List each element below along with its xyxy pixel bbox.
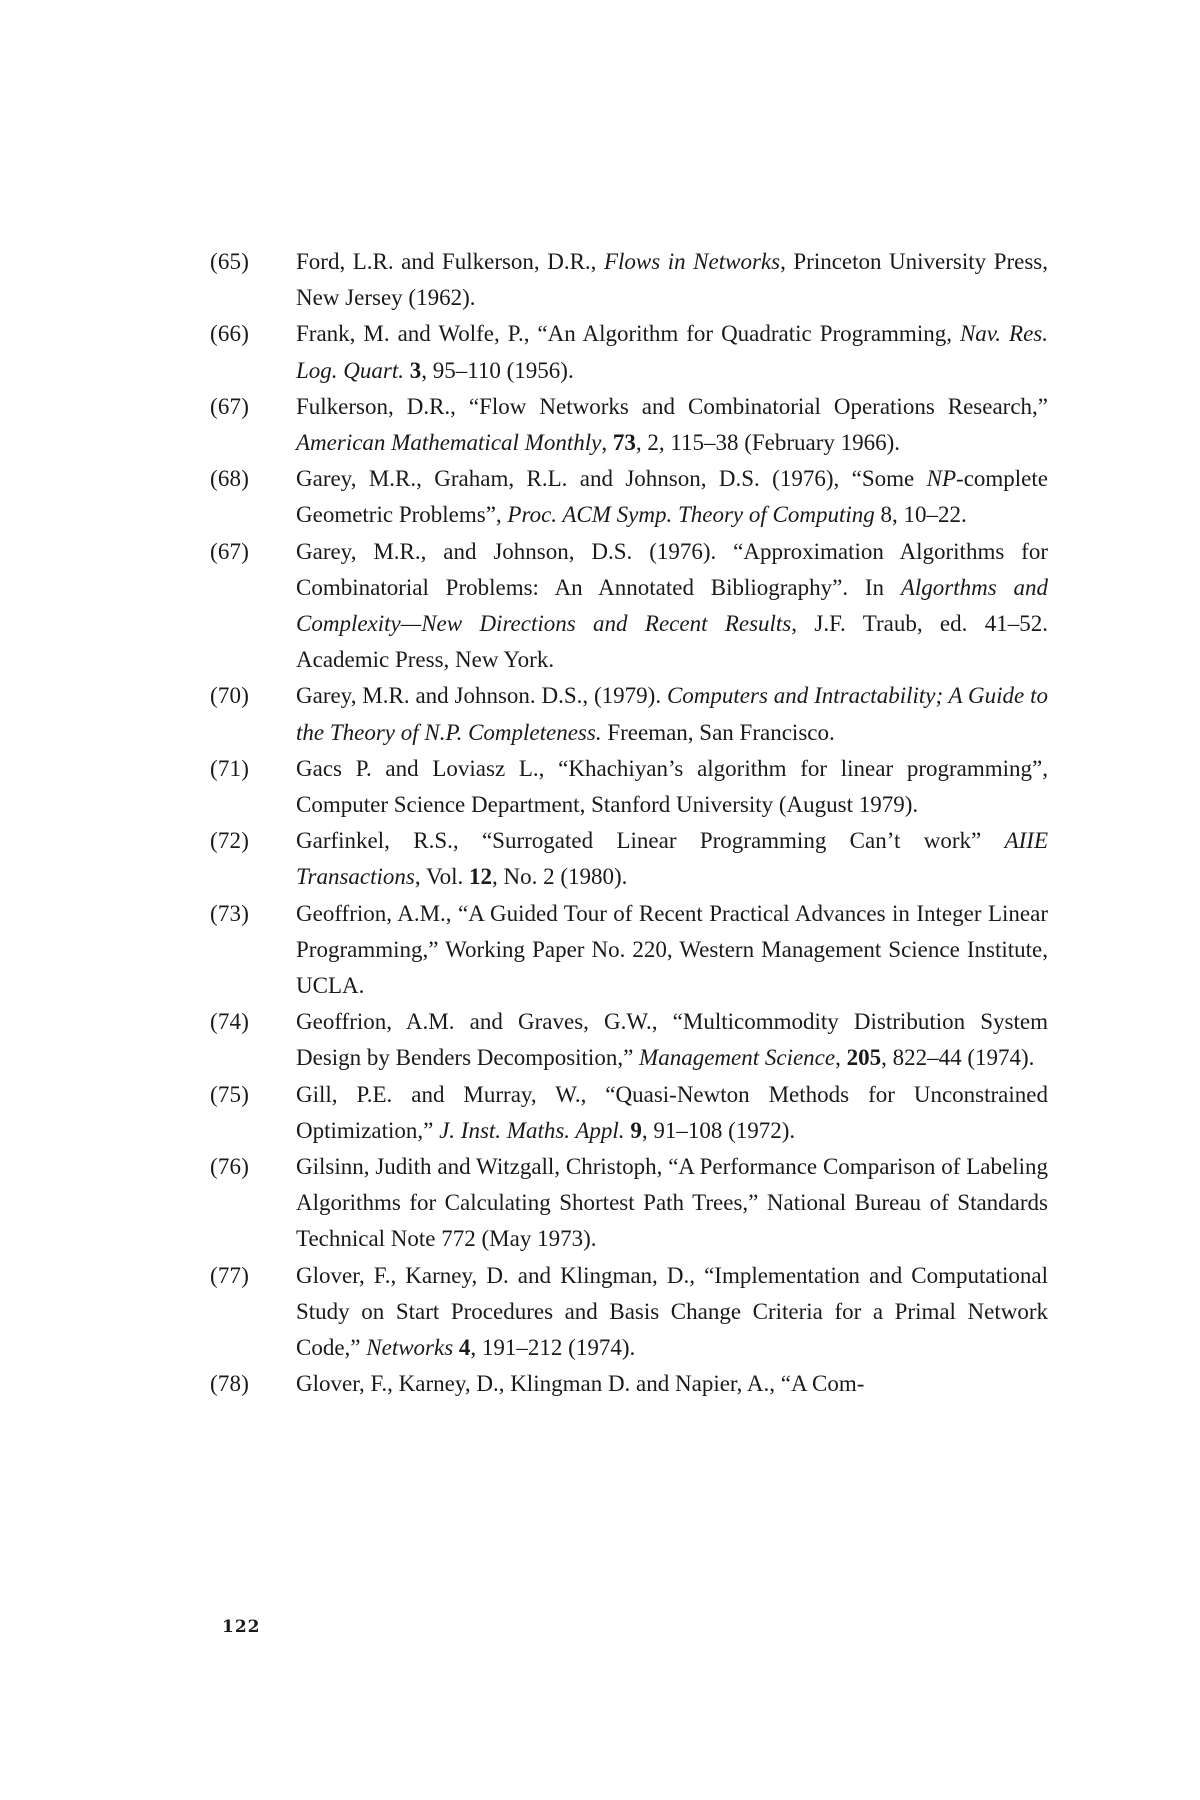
reference-italic-text: Algorthms and Complexity—New Directions and Recent Results xyxy=(296,574,1049,637)
reference-text-segment: Geoffrion, A.M., “A Guided Tour of Recent Practical Advances in Integer Linear Programming,” Working Paper No. 220, Western Management Science Institute, UCLA. xyxy=(296,900,1048,999)
reference-text-segment: Frank, M. and Wolfe, P., “An Algorithm for Quadratic Programming, xyxy=(296,321,960,347)
reference-text-segment: Gacs P. and Loviasz L., “Khachiyan’s algorithm for linear programming”, Computer Science Department, Stanford University (August 1979). xyxy=(296,755,1048,818)
reference-text-segment: , xyxy=(835,1045,847,1071)
page-number: 122 xyxy=(222,1617,261,1637)
reference-text xyxy=(296,1004,1048,1076)
reference-entry xyxy=(210,1004,1048,1076)
reference-number: (73) xyxy=(210,900,250,926)
reference-text xyxy=(296,678,1048,750)
reference-number: (76) xyxy=(210,1154,250,1180)
reference-text-segment: Garfinkel, R.S., “Surrogated Linear Programming Can’t work” xyxy=(296,828,1005,854)
reference-number: (68) xyxy=(210,466,250,492)
reference-italic-text: American Mathematical Monthly xyxy=(296,430,602,456)
reference-number: (65) xyxy=(210,249,250,274)
reference-entry xyxy=(210,1366,1048,1402)
reference-text-segment: Glover, F., Karney, D., Klingman D. and Napier, A., “A Com- xyxy=(296,1371,865,1397)
reference-italic-text: Networks xyxy=(366,1335,454,1361)
reference-text xyxy=(296,534,1048,679)
reference-text-segment: Gilsinn, Judith and Witzgall, Christoph, “A Performance Comparison of Labeling Algorithms for Calculating Shortest Path Trees,” National Bureau of Standards Technical Note 772 (May 1973). xyxy=(296,1154,1048,1252)
reference-text-segment: -complete Geometric Problems”, xyxy=(296,466,1048,528)
reference-italic-text: Management Science xyxy=(639,1045,836,1071)
reference-text xyxy=(296,244,1048,316)
reference-entry xyxy=(210,461,1048,533)
reference-italic-text: AIIE Transactions xyxy=(296,828,1048,890)
reference-number: (70) xyxy=(210,683,250,709)
reference-text-segment: , No. 2 (1980). xyxy=(492,864,628,890)
reference-text-segment: , 191–212 (1974). xyxy=(470,1335,636,1361)
reference-number: (74) xyxy=(210,1009,250,1035)
reference-text xyxy=(296,1077,1048,1149)
reference-number: (71) xyxy=(210,755,250,781)
reference-entry xyxy=(210,316,1048,388)
reference-text-segment: Gill, P.E. and Murray, W., “Quasi-Newton Methods for Unconstrained Optimization,” xyxy=(296,1081,1048,1143)
reference-number: (72) xyxy=(210,828,250,854)
reference-entry xyxy=(210,1149,1048,1258)
reference-italic-text: Computers and Intractability; A Guide to the Theory of N.P. Completeness. xyxy=(296,683,1048,745)
reference-bold-text: 9 xyxy=(630,1117,642,1143)
reference-bold-text: 4 xyxy=(458,1335,471,1361)
reference-text-segment: , Vol. xyxy=(414,864,469,890)
reference-number: (67) xyxy=(210,538,250,564)
reference-bold-text: 3 xyxy=(409,357,422,383)
reference-number: (77) xyxy=(210,1262,250,1288)
reference-italic-text: Nav. Res. Log. Quart. xyxy=(296,321,1048,383)
reference-entry xyxy=(210,896,1048,1005)
reference-text xyxy=(296,1366,1048,1402)
reference-entry xyxy=(210,751,1048,823)
reference-entry xyxy=(210,823,1048,895)
reference-text-segment: , 91–108 (1972). xyxy=(641,1117,796,1143)
reference-text-segment: , 95–110 (1956). xyxy=(421,357,574,383)
reference-text-segment: Garey, M.R., and Johnson, D.S. (1976). “Approximation Algorithms for Combinatorial Problems: An Annotated Bibliography”. In xyxy=(296,538,1048,600)
reference-text-segment: Garey, M.R., Graham, R.L. and Johnson, D.S. (1976), “Some xyxy=(296,466,927,492)
reference-italic-text: Proc. ACM Symp. Theory of Computing xyxy=(507,502,875,528)
reference-text-segment: Freeman, San Francisco. xyxy=(601,719,835,745)
reference-number: (67) xyxy=(210,393,250,419)
reference-text-segment: Geoffrion, A.M. and Graves, G.W., “Multicommodity Distribution System Design by Benders Decomposition,” xyxy=(296,1009,1048,1071)
reference-entry xyxy=(210,1077,1048,1149)
reference-entry xyxy=(210,244,1048,316)
reference-bold-text: 73 xyxy=(612,430,636,456)
reference-entry xyxy=(210,1258,1048,1367)
reference-text-segment: , J.F. Traub, ed. 41–52. Academic Press, New York. xyxy=(296,611,1048,673)
reference-text xyxy=(296,823,1048,895)
reference-text xyxy=(296,896,1048,1005)
reference-number: (66) xyxy=(210,321,250,347)
reference-entry xyxy=(210,678,1048,750)
reference-text-segment: , xyxy=(601,430,613,456)
reference-bold-text: 205 xyxy=(846,1045,882,1071)
reference-text-segment: Fulkerson, D.R., “Flow Networks and Combinatorial Operations Research,” xyxy=(296,393,1048,419)
reference-italic-text: J. Inst. Maths. Appl. xyxy=(439,1117,625,1143)
reference-number: (78) xyxy=(210,1371,250,1397)
reference-text-segment: , 2, 115–38 (February 1966). xyxy=(635,430,901,456)
reference-text-segment: Garey, M.R. and Johnson. D.S., (1979). xyxy=(296,683,667,709)
reference-text xyxy=(296,751,1048,823)
reference-entry xyxy=(210,389,1048,461)
reference-text xyxy=(296,389,1048,461)
reference-text-segment: 8, 10–22. xyxy=(874,502,967,528)
reference-entry xyxy=(210,534,1048,679)
reference-text xyxy=(296,316,1048,388)
reference-text-segment: Glover, F., Karney, D. and Klingman, D., “Implementation and Computational Study on Start Procedures and Basis Change Criteria for a Primal Network Code,” xyxy=(296,1262,1048,1361)
reference-text-segment: , Princeton University Press, New Jersey (1962). xyxy=(296,249,1049,311)
reference-text xyxy=(296,1149,1048,1258)
reference-italic-text: Flows in Networks xyxy=(603,249,781,274)
reference-italic-text: NP xyxy=(926,466,957,492)
reference-list xyxy=(210,244,1048,1403)
reference-bold-text: 12 xyxy=(469,864,492,890)
reference-text xyxy=(296,461,1048,533)
reference-text-segment: Ford, L.R. and Fulkerson, D.R., xyxy=(296,249,604,274)
reference-number: (75) xyxy=(210,1081,250,1107)
reference-text xyxy=(296,1258,1048,1367)
reference-text-segment: , 822–44 (1974). xyxy=(881,1045,1035,1071)
